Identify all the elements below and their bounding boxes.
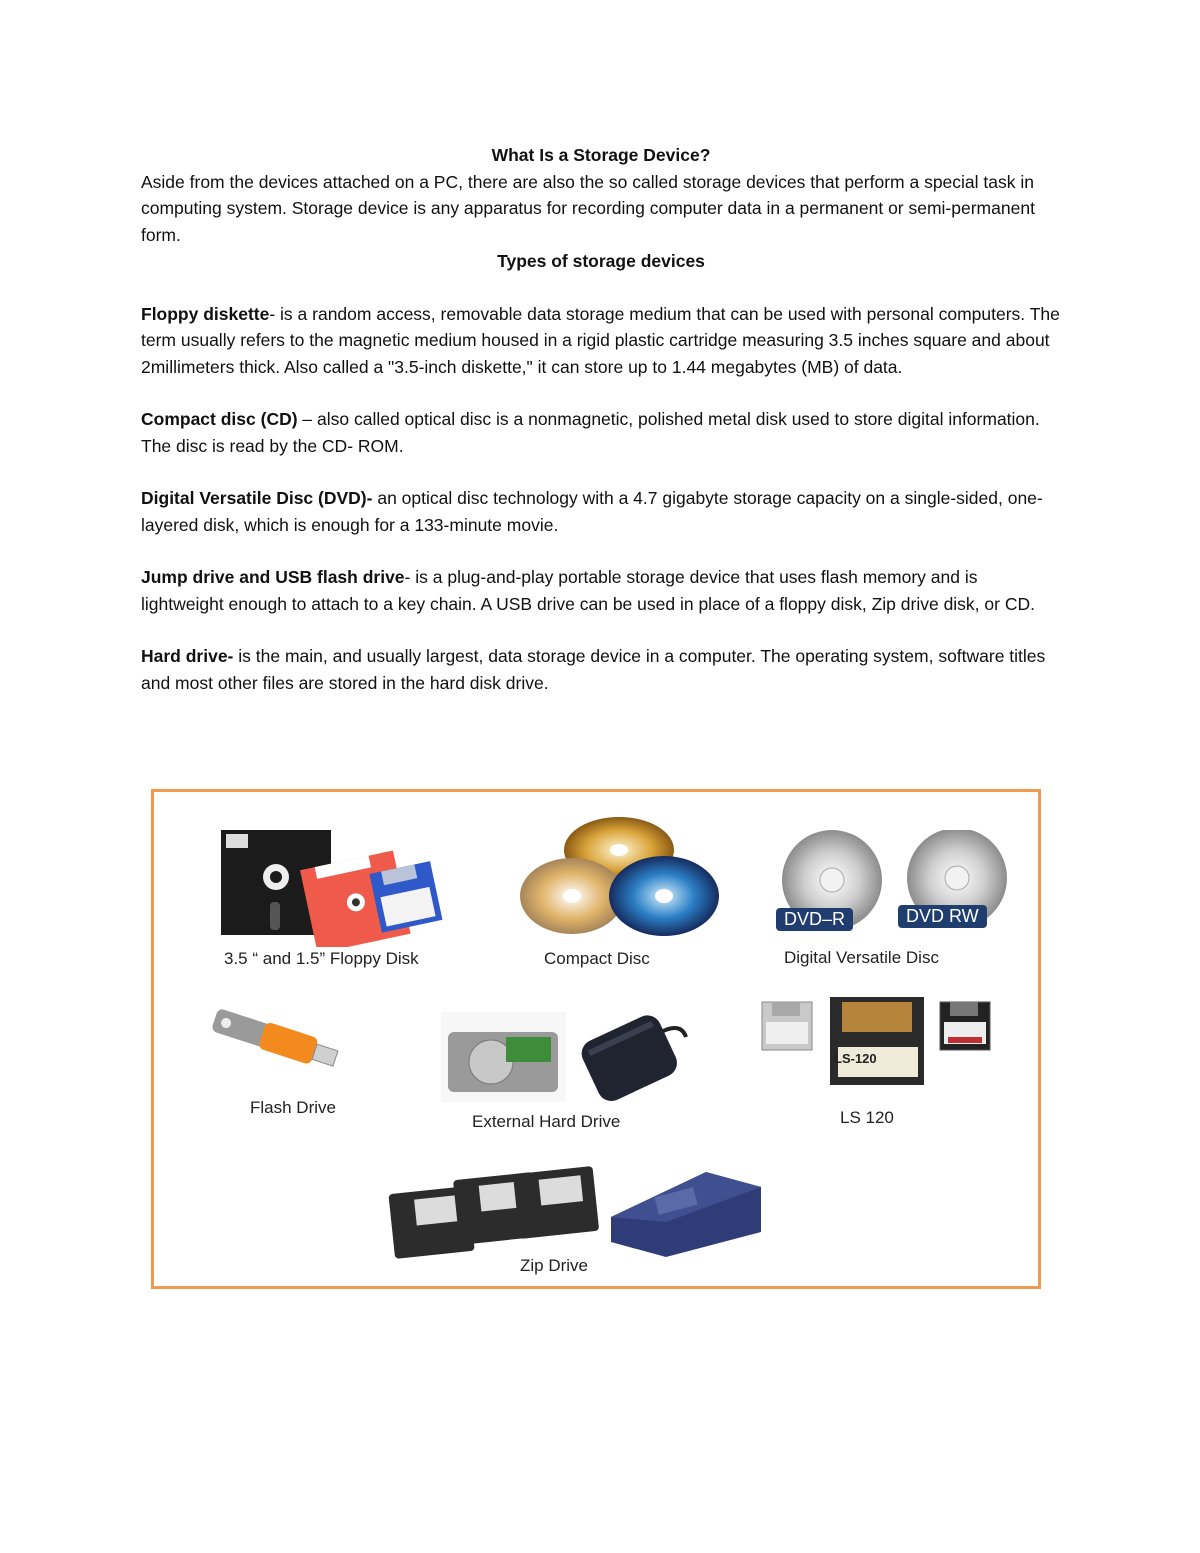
intro-paragraph: Aside from the devices attached on a PC, there are also the so called storage devices that perform a special task in computing system. Storage device is any apparatus for recording computer data in a permanent or semi-permanent form. [141,171,1035,245]
external-hard-drive-image [436,997,696,1112]
caption-dvd: Digital Versatile Disc [784,948,939,967]
zip-drive-image [386,1162,766,1262]
compact-disc-image [514,812,724,942]
section-subheading: Types of storage devices [497,251,705,271]
definition-text: - is a random access, removable data storage medium that can be used with personal computers. The term usually refers to the magnetic medium housed in a rigid plastic cartridge measuring 3.5 inches square and about 2millimeters thick. Also called a "3.5-inch diskette," it can store up to 1.44 megabytes (MB) of data. [141,303,1060,377]
floppy-disk-image [216,822,456,947]
definition-hdd [141,643,1061,696]
badge-dvd-r: DVD–R [776,908,853,931]
caption-external-hdd: External Hard Drive [472,1112,621,1131]
document-body [141,142,1061,696]
storage-devices-figure [151,789,1041,1289]
definition-cd [141,406,1061,459]
term-label: Digital Versatile Disc (DVD)- [141,488,373,508]
badge-ls120: LS-120 [834,1051,877,1066]
ls120-image [758,997,998,1097]
spacer [141,459,1061,485]
caption-cd: Compact Disc [544,949,650,968]
definition-floppy [141,301,1061,381]
caption-floppy: 3.5 “ and 1.5” Floppy Disk [224,949,419,968]
caption-flash-drive: Flash Drive [250,1098,336,1117]
term-label: Jump drive and USB flash drive [141,567,405,587]
spacer [141,617,1061,643]
definition-usb [141,564,1061,617]
spacer [141,380,1061,406]
term-label: Hard drive- [141,646,234,666]
caption-zip-drive: Zip Drive [520,1256,589,1275]
definition-text: is the main, and usually largest, data storage device in a computer. The operating system, software titles and most other files are stored in the hard disk drive. [141,646,1046,693]
caption-ls120: LS 120 [840,1108,894,1127]
spacer [141,538,1061,564]
definition-text: – also called optical disc is a nonmagnetic, polished metal disk used to store digital information. The disc is read by the CD- ROM. [141,409,1040,456]
term-label: Floppy diskette [141,303,270,324]
term-label: Compact disc (CD) [141,409,298,429]
page-title: What Is a Storage Device? [491,145,711,165]
badge-dvd-rw: DVD RW [898,905,987,928]
flash-drive-image [199,1002,349,1092]
spacer [141,275,1061,301]
definition-dvd [141,485,1061,538]
definition-text: an optical disc technology with a 4.7 gigabyte storage capacity on a single-sided, one-layered disk, which is enough for a 133-minute movie. [141,488,1043,535]
definition-text: - is a plug-and-play portable storage device that uses flash memory and is lightweight enough to attach to a key chain. A USB drive can be used in place of a floppy disk, Zip drive disk, or CD. [141,567,1035,614]
